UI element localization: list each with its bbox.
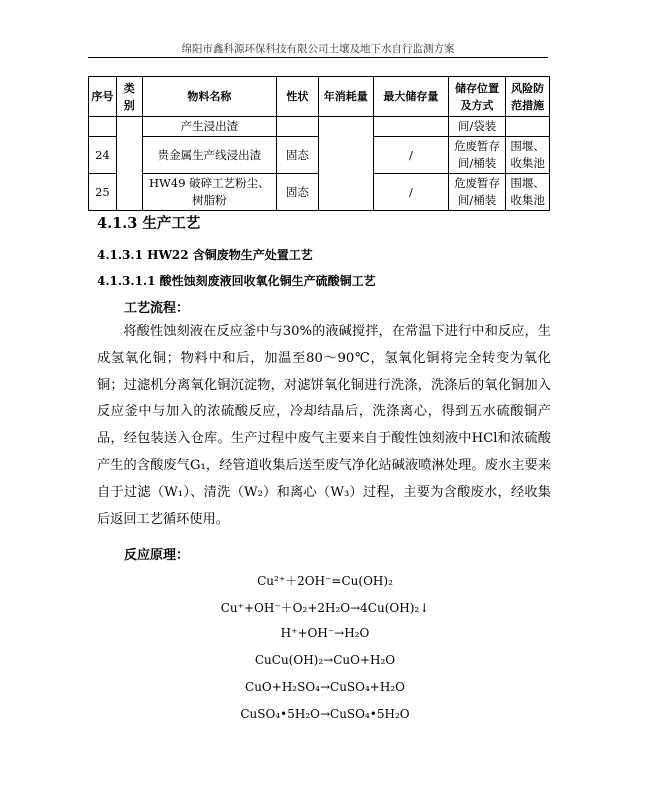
table-row [89,117,550,137]
col-header-name: 物料名称 [142,77,276,117]
equation: Cu⁺+OH⁻＋O₂+2H₂O→4Cu(OH)₂↓ [220,601,430,615]
cell-max [373,117,448,137]
cell-storage: 危废暂存间/桶装 [448,174,505,211]
cell-risk: 围堰、收集池 [506,137,550,174]
table-header-row [89,77,550,117]
cell-name: 贵金属生产线浸出渣 [142,137,276,174]
col-header-category: 类别 [116,77,142,117]
process-paragraph: 将酸性蚀刻液在反应釜中与30%的液碱搅拌，在常温下进行中和反应，生成氢氧化铜；物料中和后，加温至80～90℃，氢氧化铜将完全转变为氧化铜；过滤机分离氧化铜沉淀物，对滤饼氧化铜进行洗涤，洗涤后的氧化铜加入反应釜中与加入的浓硫酸反应，冷却结晶后，洗涤离心，得到五水硫酸铜产品，经包装送入仓库。生产过程中废气主要来自于酸性蚀刻液中HCl和浓硫酸产生的含酸废气G₁，经管道收集后送至废气净化站碱液喷淋处理。废水主要来自于过滤（W₁）、清洗（W₂）和离心（W₃）过程，主要为含酸废水，经收集后返回工艺循环使用。 [97,324,551,527]
equation: Cu²⁺＋2OH⁻=Cu(OH)₂ [257,574,393,588]
col-header-risk: 风险防范措施 [506,77,550,117]
col-header-annual: 年消耗量 [318,77,373,117]
cell-no: 24 [89,137,117,174]
process-description [97,319,551,533]
equation: CuCu(OH)₂→CuO+H₂O [254,653,396,667]
materials-table [88,76,550,211]
cell-state: 固态 [277,137,319,174]
page-header: 绵阳市鑫科源环保科技有限公司土壤及地下水自行监测方案 [181,43,455,55]
equation: CuO+H₂SO₄→CuSO₄+H₂O [245,680,405,694]
cell-name: 产生浸出渣 [142,117,276,137]
cell-risk: 围堰、收集池 [506,174,550,211]
cell-risk [506,117,550,137]
equation: H⁺+OH⁻→H₂O [280,626,370,640]
header-divider [88,57,548,58]
equation: CuSO₄•5H₂O→CuSO₄•5H₂O [240,707,410,721]
cell-storage: 危废暂存间/桶装 [448,137,505,174]
cell-no [89,117,117,137]
cell-max: / [373,174,448,211]
cell-no: 25 [89,174,117,211]
section-heading-4-1-3-1: 4.1.3.1 HW22 含铜废物生产处置工艺 [97,248,313,262]
reaction-principle-title: 反应原理： [124,548,190,563]
cell-annual [318,117,373,211]
section-heading-4-1-3: 4.1.3 生产工艺 [97,215,201,232]
col-header-no: 序号 [89,77,117,117]
col-header-storage: 储存位置及方式 [448,77,505,117]
section-heading-4-1-3-1-1: 4.1.3.1.1 酸性蚀刻废液回收氧化铜生产硫酸铜工艺 [97,274,376,288]
cell-storage: 间/袋装 [448,117,505,137]
process-flow-title: 工艺流程： [124,301,190,316]
col-header-state: 性状 [277,77,319,117]
col-header-max: 最大储存量 [373,77,448,117]
cell-category [116,117,142,211]
cell-name: HW49 破碎工艺粉尘、树脂粉 [142,174,276,211]
cell-max: / [373,137,448,174]
cell-state: 固态 [277,174,319,211]
cell-state [277,117,319,137]
